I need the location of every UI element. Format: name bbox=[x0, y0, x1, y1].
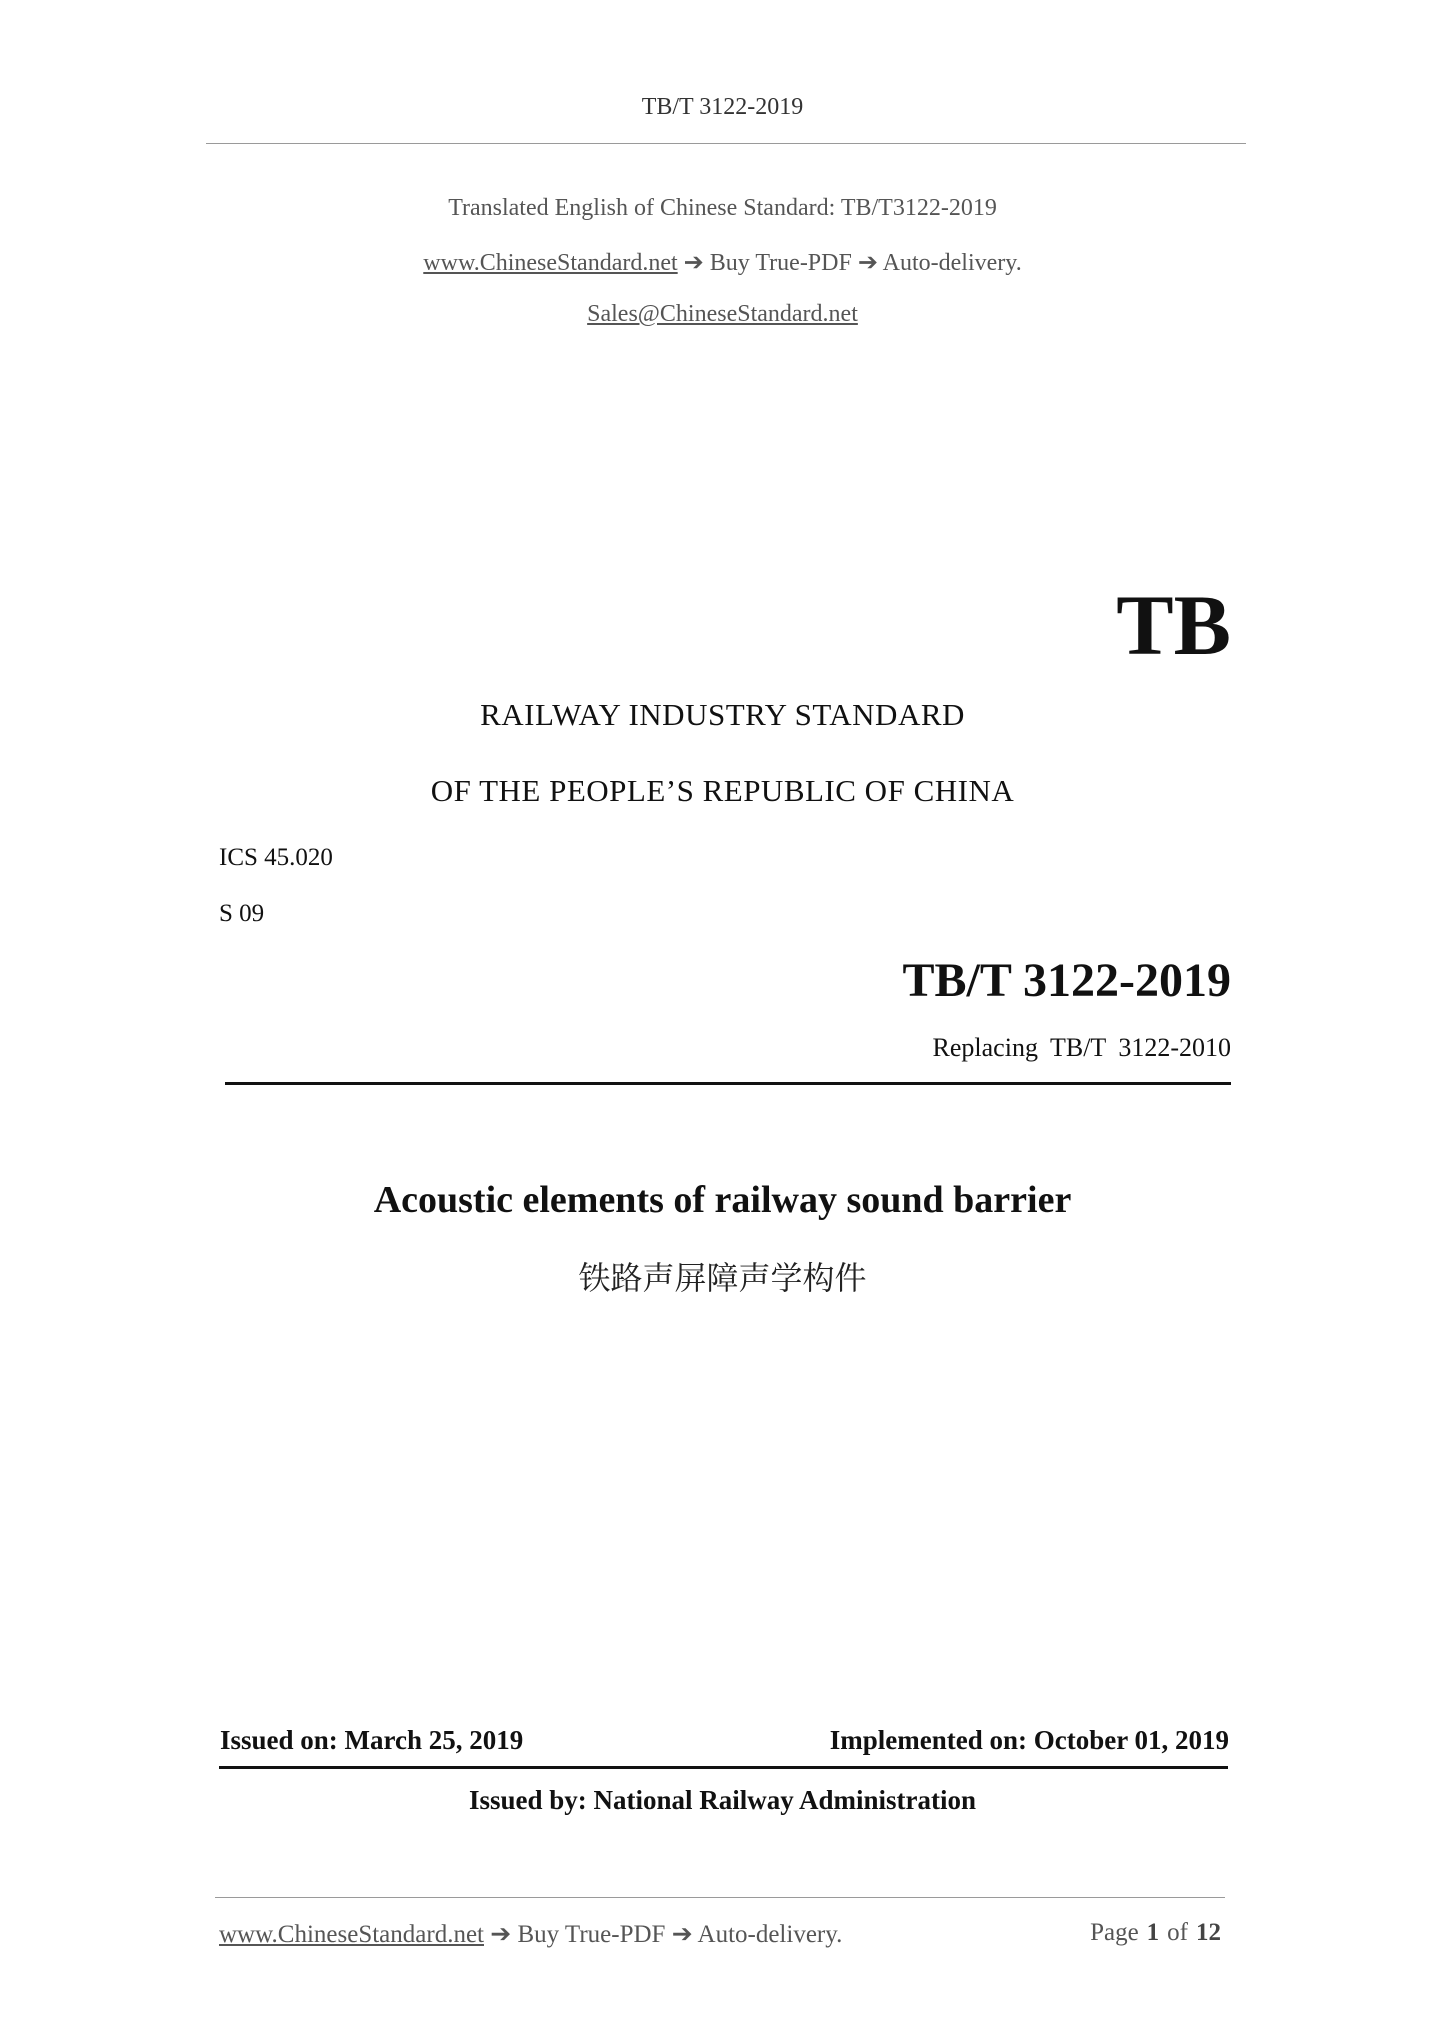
header-divider bbox=[206, 143, 1246, 144]
arrow-icon: ➔ bbox=[683, 250, 704, 276]
tb-logo: TB bbox=[1116, 577, 1231, 673]
page-label: Page bbox=[1090, 1919, 1139, 1946]
site-link[interactable]: www.ChineseStandard.net bbox=[423, 250, 678, 276]
standard-number: TB/T 3122-2019 bbox=[902, 954, 1231, 1007]
promo-line bbox=[0, 248, 1445, 277]
page-current: 1 bbox=[1146, 1919, 1160, 1946]
translation-notice: Translated English of Chinese Standard: TB/T3122-2019 bbox=[448, 195, 997, 221]
footer-divider bbox=[215, 1897, 1225, 1898]
issuing-authority-line1: RAILWAY INDUSTRY STANDARD bbox=[480, 697, 965, 732]
issued-on-date: Issued on: March 25, 2019 bbox=[220, 1725, 524, 1755]
footer-auto-delivery-text: Auto-delivery. bbox=[697, 1921, 843, 1948]
dates-divider bbox=[219, 1766, 1228, 1769]
page-indicator bbox=[1090, 1919, 1221, 1947]
ccs-code: S 09 bbox=[219, 900, 265, 927]
issuing-authority-line2: OF THE PEOPLE’S REPUBLIC OF CHINA bbox=[430, 773, 1015, 808]
running-header: TB/T 3122-2019 bbox=[641, 94, 804, 120]
buy-true-pdf-text: Buy True-PDF bbox=[709, 250, 852, 276]
arrow-icon: ➔ bbox=[857, 250, 878, 276]
footer-buy-text: Buy True-PDF bbox=[517, 1921, 666, 1948]
auto-delivery-text: Auto-delivery. bbox=[882, 250, 1022, 276]
footer-site-link[interactable]: www.ChineseStandard.net bbox=[219, 1921, 484, 1948]
document-title-en: Acoustic elements of railway sound barrier bbox=[373, 1179, 1072, 1221]
page-total: 12 bbox=[1196, 1919, 1221, 1946]
issued-by: Issued by: National Railway Administration bbox=[468, 1785, 977, 1815]
footer-promo bbox=[219, 1919, 842, 1949]
email-line bbox=[0, 301, 1445, 328]
sales-email-link[interactable]: Sales@ChineseStandard.net bbox=[587, 301, 858, 327]
ics-code: ICS 45.020 bbox=[219, 844, 333, 871]
arrow-icon: ➔ bbox=[671, 1921, 693, 1948]
arrow-icon: ➔ bbox=[490, 1921, 512, 1948]
title-divider bbox=[225, 1082, 1231, 1085]
implemented-on-date: Implemented on: October 01, 2019 bbox=[829, 1725, 1229, 1755]
page-of: of bbox=[1167, 1919, 1188, 1946]
replacing-note: Replacing TB/T 3122-2010 bbox=[932, 1033, 1231, 1062]
document-title-zh: 铁路声屏障声学构件 bbox=[578, 1259, 867, 1297]
